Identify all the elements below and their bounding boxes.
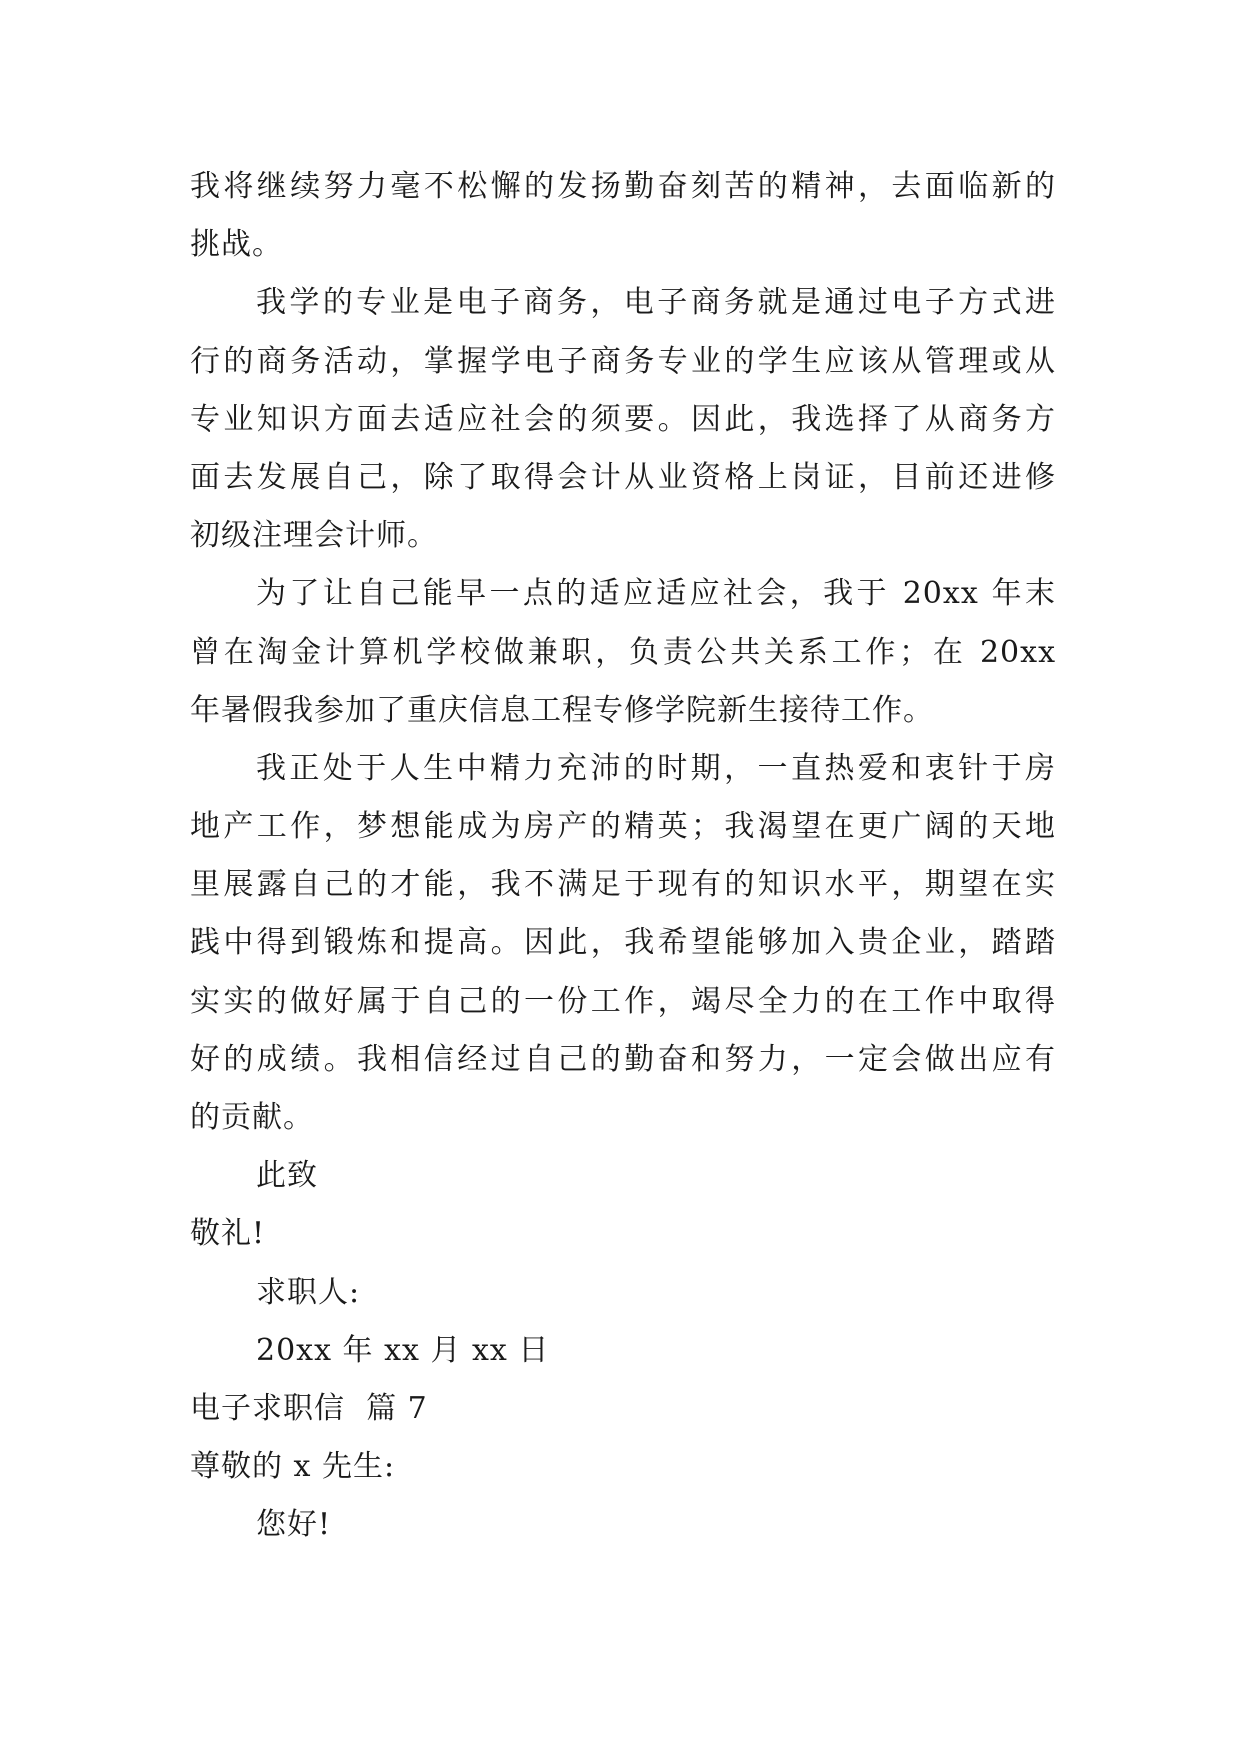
applicant-label: 求职人: [256, 1274, 361, 1310]
text-line: 面去发展自己，除了取得会计从业资格上岗证，目前还进修 [190, 459, 1056, 495]
text-line: 年暑假我参加了重庆信息工程专修学院新生接待工作。 [190, 692, 934, 728]
text-line: 里展露自己的才能，我不满足于现有的知识水平，期望在实 [190, 867, 1056, 903]
paragraph-aspiration [190, 740, 1056, 1147]
text-line: 地产工作，梦想能成为房产的精英；我渴望在更广阔的天地 [190, 809, 1056, 845]
text-line: 实实的做好属于自己的一份工作，竭尽全力的在工作中取得 [190, 983, 1056, 1019]
text-line: 曾在淘金计算机学校做兼职，负责公共关系工作；在 20xx [190, 634, 1056, 670]
paragraph-continuation [190, 158, 1056, 274]
addressee: 尊敬的 x 先生: [190, 1449, 396, 1485]
text-line: 我正处于人生中精力充沛的时期，一直热爱和衷针于房 [256, 750, 1056, 786]
text-line: 我将继续努力毫不松懈的发扬勤奋刻苦的精神，去面临新的 [190, 169, 1056, 204]
closing-salutation: 此致 [256, 1158, 318, 1194]
closing-regards: 敬礼! [190, 1216, 266, 1252]
text-line: 行的商务活动，掌握学电子商务专业的学生应该从管理或从 [190, 343, 1056, 379]
section-heading: 电子求职信 篇 7 [190, 1390, 428, 1426]
letter-date: 20xx 年 xx 月 xx 日 [256, 1332, 550, 1368]
text-line: 的贡献。 [190, 1100, 314, 1135]
text-line: 为了让自己能早一点的适应适应社会，我于 20xx 年末 [256, 576, 1056, 612]
greeting: 您好! [256, 1507, 332, 1543]
text-line: 我学的专业是电子商务，电子商务就是通过电子方式进 [256, 285, 1056, 321]
text-line: 挑战。 [190, 227, 283, 263]
paragraph-major [190, 274, 1056, 565]
text-line: 好的成绩。我相信经过自己的勤奋和努力，一定会做出应有 [190, 1041, 1056, 1077]
text-line: 践中得到锻炼和提高。因此，我希望能够加入贵企业，踏踏 [190, 925, 1056, 961]
text-line: 初级注理会计师。 [190, 518, 438, 554]
paragraph-experience [190, 565, 1056, 740]
text-line: 专业知识方面去适应社会的须要。因此，我选择了从商务方 [190, 401, 1056, 437]
document-page [190, 158, 1056, 1555]
